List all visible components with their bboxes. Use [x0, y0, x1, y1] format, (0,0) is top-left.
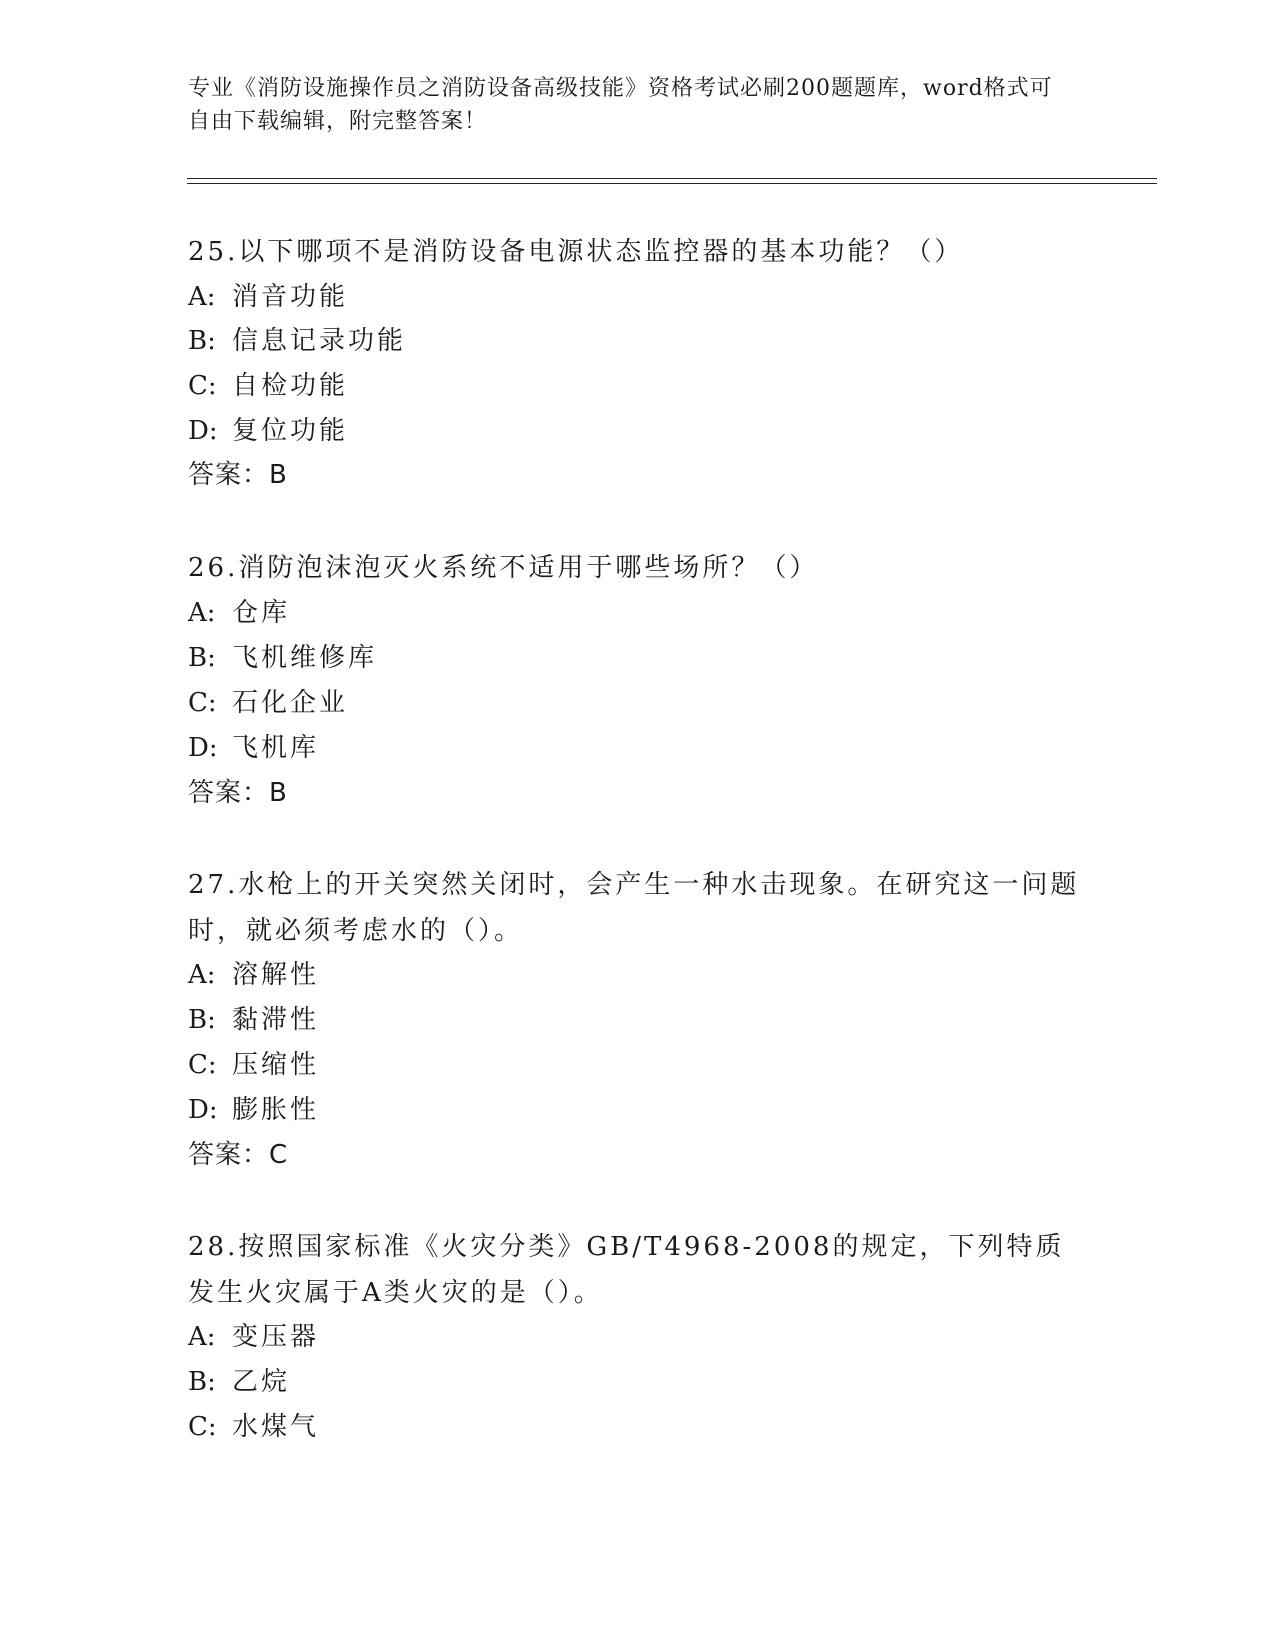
option-text: 消音功能 [232, 282, 349, 312]
option-c [188, 680, 348, 726]
option-key: B: [188, 1005, 216, 1035]
option-key: B: [188, 326, 216, 356]
option-b [188, 1359, 290, 1405]
option-a [188, 952, 319, 998]
header-rule-top [187, 178, 1157, 179]
question-text: 27.水枪上的开关突然关闭时，会产生一种水击现象。在研究这一问题时，就必须考虑水的（）。 [188, 870, 1080, 946]
option-text: 溶解性 [232, 960, 320, 990]
option-key: A: [188, 282, 216, 312]
option-key: B: [188, 1367, 216, 1397]
option-text: 水煤气 [232, 1412, 320, 1442]
option-a [188, 1314, 319, 1360]
option-c [188, 1404, 319, 1450]
option-text: 石化企业 [232, 688, 349, 718]
option-key: C: [188, 1412, 217, 1442]
answer: 答案：C [188, 1140, 289, 1170]
option-text: 乙烷 [232, 1367, 291, 1397]
option-text: 飞机库 [232, 733, 320, 763]
option-text: 飞机维修库 [232, 643, 378, 673]
option-b [188, 635, 377, 681]
option-key: A: [188, 1322, 216, 1352]
option-a [188, 274, 348, 320]
option-text: 仓库 [232, 598, 291, 628]
option-c [188, 363, 348, 409]
option-key: D: [188, 1095, 218, 1125]
option-b [188, 997, 319, 1043]
question-text: 25.以下哪项不是消防设备电源状态监控器的基本功能？（） [188, 237, 964, 267]
option-text: 黏滞性 [232, 1005, 320, 1035]
option-key: C: [188, 1050, 217, 1080]
option-key: A: [188, 960, 216, 990]
option-key: A: [188, 598, 216, 628]
option-c [188, 1042, 319, 1088]
option-key: D: [188, 733, 218, 763]
option-key: C: [188, 371, 217, 401]
option-text: 膨胀性 [232, 1095, 320, 1125]
option-text: 变压器 [232, 1322, 320, 1352]
option-d [188, 1087, 319, 1133]
option-b [188, 318, 406, 364]
option-key: D: [188, 416, 218, 446]
option-text: 信息记录功能 [232, 326, 407, 356]
question-text: 28.按照国家标准《火灾分类》GB/T4968-2008的规定，下列特质发生火灾属于A类火灾的是（）。 [188, 1232, 1065, 1308]
option-d [188, 408, 348, 454]
header-rule-bottom [187, 183, 1157, 184]
option-a [188, 590, 290, 636]
option-text: 复位功能 [232, 416, 349, 446]
option-text: 自检功能 [232, 371, 349, 401]
document-header: 专业《消防设施操作员之消防设备高级技能》资格考试必刷200题题库，word格式可自由下载编辑，附完整答案！ [188, 76, 1053, 134]
option-key: C: [188, 688, 217, 718]
option-text: 压缩性 [232, 1050, 320, 1080]
answer: 答案：B [188, 460, 288, 490]
option-d [188, 725, 319, 771]
question-text: 26.消防泡沫泡灭火系统不适用于哪些场所？（） [188, 553, 819, 583]
answer: 答案：B [188, 778, 288, 808]
option-key: B: [188, 643, 216, 673]
